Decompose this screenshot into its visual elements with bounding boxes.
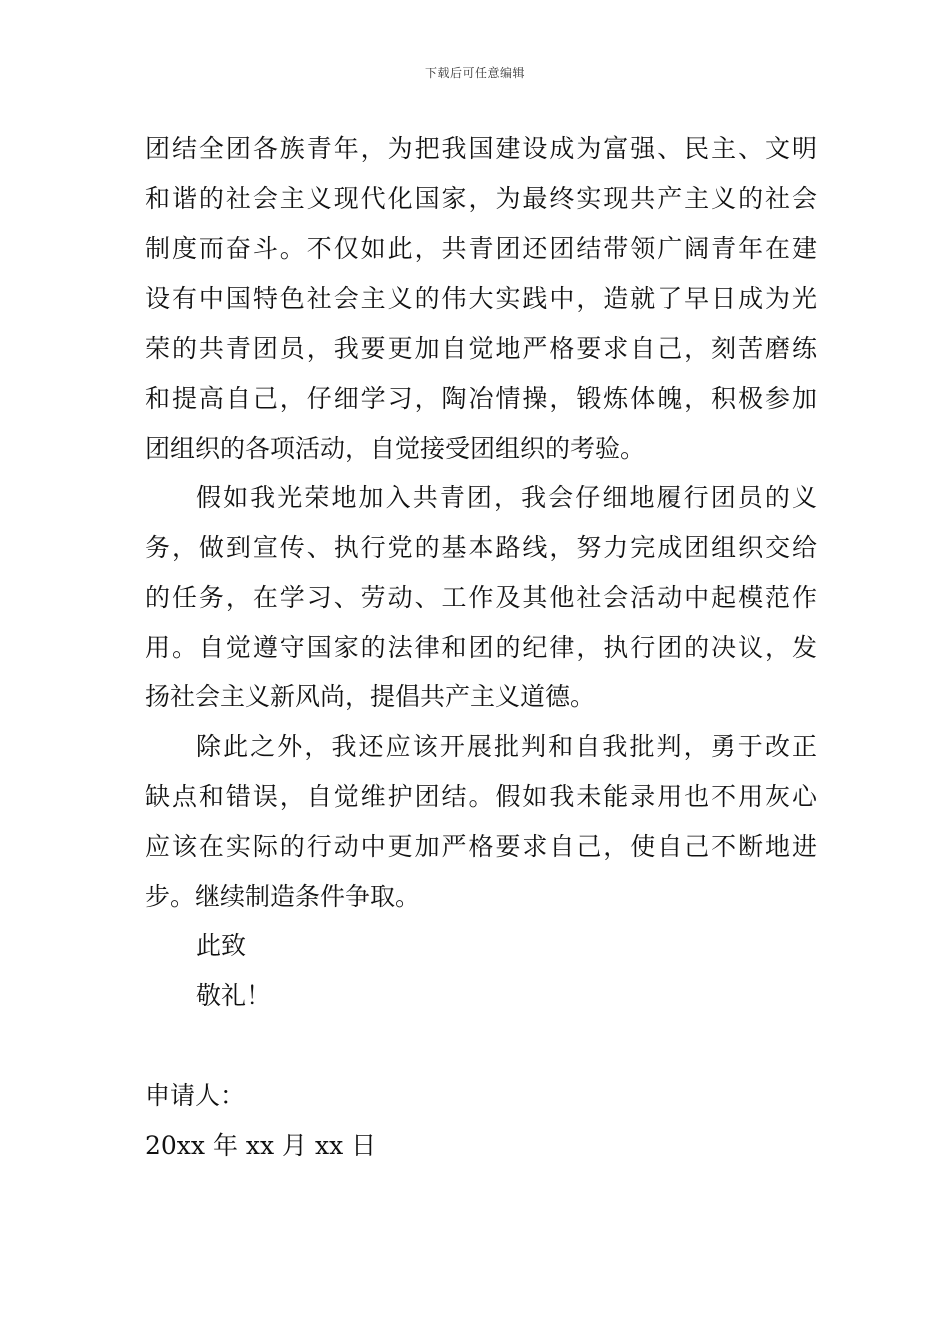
closing-regards: 敬礼！ <box>196 981 272 1010</box>
text-line: 应该在实际的行动中更加严格要求自己，使自己不断地进 <box>145 832 817 861</box>
text-line: 除此之外，我还应该开展批判和自我批判，勇于改正 <box>196 732 817 761</box>
text-line: 假如我光荣地加入共青团，我会仔细地履行团员的义 <box>196 483 817 512</box>
applicant-label: 申请人： <box>145 1081 246 1110</box>
text-line: 用。自觉遵守国家的法律和团的纪律，执行团的决议，发 <box>145 633 817 662</box>
text-line: 缺点和错误，自觉维护团结。假如我未能录用也不用灰心 <box>145 782 817 811</box>
text-line: 荣的共青团员，我要更加自觉地严格要求自己，刻苦磨练 <box>145 334 817 363</box>
text-line: 步。继续制造条件争取。 <box>145 882 421 911</box>
text-line: 的任务，在学习、劳动、工作及其他社会活动中起模范作 <box>145 583 817 612</box>
text-line: 务，做到宣传、执行党的基本路线，努力完成团组织交给 <box>145 533 817 562</box>
text-line: 和谐的社会主义现代化国家，为最终实现共产主义的社会 <box>145 184 817 213</box>
text-line: 团组织的各项活动，自觉接受团组织的考验。 <box>145 434 646 463</box>
header-note: 下载后可任意编辑 <box>424 66 525 80</box>
text-line: 团结全团各族青年，为把我国建设成为富强、民主、文明 <box>145 134 817 163</box>
text-line: 扬社会主义新风尚，提倡共产主义道德。 <box>145 682 596 711</box>
text-line: 制度而奋斗。不仅如此，共青团还团结带领广阔青年在建 <box>145 234 817 263</box>
text-line: 和提高自己，仔细学习，陶冶情操，锻炼体魄，积极参加 <box>145 384 817 413</box>
text-line: 设有中国特色社会主义的伟大实践中，造就了早日成为光 <box>145 284 817 313</box>
closing-salutation: 此致 <box>196 931 247 960</box>
signature-date: 20xx 年 xx 月 xx 日 <box>145 1131 377 1160</box>
